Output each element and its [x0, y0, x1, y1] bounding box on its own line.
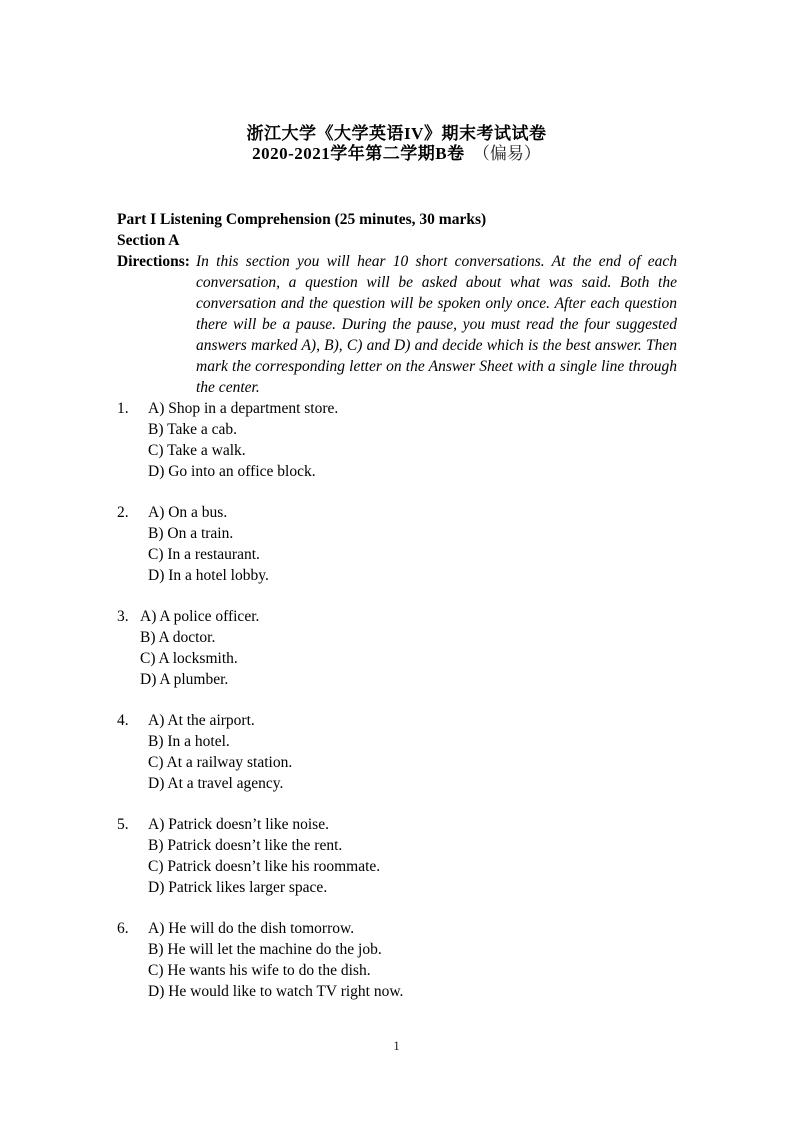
option-a: A) Patrick doesn’t like noise.	[148, 816, 329, 833]
question-2	[117, 502, 677, 586]
question-1	[117, 398, 677, 482]
option-d: D) At a travel agency.	[148, 775, 284, 792]
option-a: A) On a bus.	[148, 504, 228, 521]
option-b: B) On a train.	[148, 525, 234, 542]
option-b: B) Take a cab.	[148, 421, 238, 438]
question-options	[148, 398, 338, 482]
exam-subtitle-main: 2020-2021学年第二学期B卷	[252, 144, 465, 163]
directions-block	[117, 251, 677, 398]
question-options	[148, 502, 269, 586]
question-3	[117, 606, 677, 690]
page-number: 1	[393, 1038, 400, 1053]
option-d: D) Go into an office block.	[148, 463, 316, 480]
title-block	[0, 0, 793, 164]
question-list	[117, 398, 677, 1002]
option-b: B) In a hotel.	[148, 733, 230, 750]
part-heading: Part I Listening Comprehension (25 minutes, 30 marks)	[117, 211, 487, 228]
question-number: 4.	[117, 712, 129, 729]
option-c: C) He wants his wife to do the dish.	[148, 962, 371, 979]
content-area	[117, 209, 677, 1002]
question-6	[117, 918, 677, 1002]
question-number: 5.	[117, 816, 129, 833]
question-options	[148, 918, 403, 1002]
question-4	[117, 710, 677, 794]
question-number: 6.	[117, 920, 129, 937]
exam-title: 浙江大学《大学英语IV》期末考试试卷	[246, 124, 547, 143]
option-a: A) A police officer.	[140, 608, 260, 625]
directions-label: Directions:	[117, 253, 190, 270]
option-d: D) In a hotel lobby.	[148, 567, 269, 584]
exam-subtitle-note: （偏易）	[472, 144, 541, 163]
option-c: C) At a railway station.	[148, 754, 293, 771]
question-number: 2.	[117, 504, 129, 521]
option-a: A) He will do the dish tomorrow.	[148, 920, 355, 937]
option-b: B) A doctor.	[140, 629, 216, 646]
question-options	[140, 606, 259, 690]
option-c: C) Take a walk.	[148, 442, 246, 459]
option-c: C) Patrick doesn’t like his roommate.	[148, 858, 381, 875]
option-d: D) Patrick likes larger space.	[148, 879, 328, 896]
option-b: B) He will let the machine do the job.	[148, 941, 382, 958]
option-d: D) He would like to watch TV right now.	[148, 983, 404, 1000]
question-options	[148, 814, 380, 898]
option-a: A) At the airport.	[148, 712, 255, 729]
option-b: B) Patrick doesn’t like the rent.	[148, 837, 343, 854]
question-5	[117, 814, 677, 898]
question-number: 3.	[117, 608, 129, 625]
option-c: C) In a restaurant.	[148, 546, 260, 563]
question-number: 1.	[117, 400, 129, 417]
directions-text: In this section you will hear 10 short conversations. At the end of each conversation, a question will be asked about what was said. Both the conversation and the question will be spoken only once. After each question there will be a pause. During the pause, you must read the four suggested answers marked A), B), C) and D) and decide which is the best answer. Then mark the corresponding letter on the Answer Sheet with a single line through the center.	[196, 253, 677, 396]
section-heading: Section A	[117, 232, 180, 249]
exam-subtitle	[0, 144, 793, 164]
option-c: C) A locksmith.	[140, 650, 238, 667]
question-options	[148, 710, 292, 794]
option-a: A) Shop in a department store.	[148, 400, 339, 417]
option-d: D) A plumber.	[140, 671, 229, 688]
